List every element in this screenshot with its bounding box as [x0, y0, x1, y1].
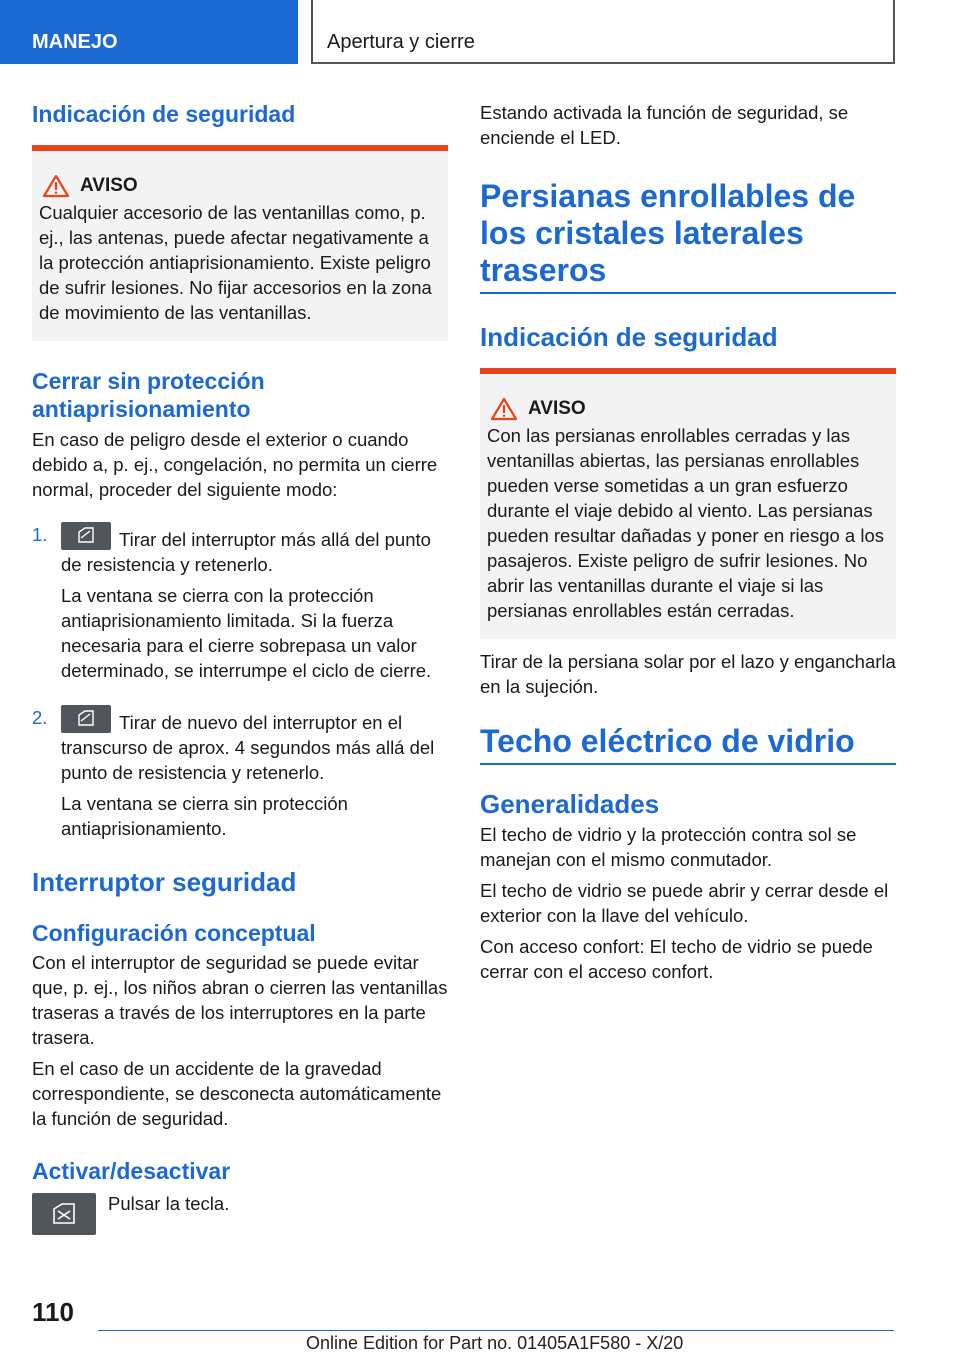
safety-heading-right: Indicación de seguridad [480, 322, 778, 352]
concept-paragraph-2: En el caso de un accidente de la gravedad correspondiente, se desconecta automáticamente la función de seguridad. [32, 1058, 442, 1129]
header-chapter-title: Apertura y cierre [311, 0, 895, 64]
toggle-row [32, 1191, 448, 1241]
general-heading: Generalidades [480, 789, 660, 819]
warning-header [487, 396, 888, 422]
concept-heading: Configuración conceptual [32, 920, 316, 946]
child-lock-button-icon [32, 1193, 96, 1235]
blind-instructions: Tirar de la persiana solar por el lazo y engancharla en la sujeción. [480, 651, 896, 697]
footer-edition: Online Edition for Part no. 01405A1F580 - X/20 [306, 1333, 684, 1353]
blinds-heading: Persianas enrollables de los cristales laterales traseros [480, 178, 896, 294]
step-result: La ventana se cierra con la protección antiaprisionamiento limitada. Si la fuerza necesaria para el cierre sobrepasa un valor determinado, se interrumpe el ciclo de cierre. [61, 585, 432, 681]
page-number: 110 [32, 1297, 74, 1327]
step-text: Tirar de nuevo del interruptor en el transcurso de aprox. 4 segundos más allá del punto de resistencia y retenerlo. [61, 712, 435, 783]
step-2 [32, 705, 448, 841]
step-number: 2. [32, 707, 48, 728]
window-switch-icon [61, 705, 111, 733]
led-text: Estando activada la función de seguridad, se enciende el LED. [480, 102, 849, 148]
step-number: 1. [32, 524, 48, 545]
safety-heading-left: Indicación de seguridad [32, 101, 296, 127]
concept-paragraph-1: Con el interruptor de seguridad se puede evitar que, p. ej., los niños abran o cierren las ventanillas traseras a través de los interruptores en la parte trasera. [32, 952, 448, 1048]
left-column [32, 100, 448, 1241]
switch-heading: Interruptor seguridad [32, 867, 297, 897]
warning-label: AVISO [80, 175, 138, 196]
warning-header [39, 173, 440, 199]
warning-triangle-icon [490, 397, 518, 421]
window-switch-icon [61, 522, 111, 550]
general-paragraph-3: Con acceso confort: El techo de vidrio se puede cerrar con el acceso confort. [480, 936, 873, 982]
right-column [480, 100, 896, 984]
roof-heading: Techo eléctrico de vidrio [480, 723, 896, 765]
warning-text: Con las persianas enrollables cerradas y las ventanillas abiertas, las persianas enrollables pueden verse sometidas a un gran esfuerzo durante el viaje debido al viento. Las persianas pueden resultar dañadas y poner en riesgo a los pasajeros. Existe peligro de sufrir lesiones. No abrir las ventanillas durante el viaje si las persianas enrollables están cerradas. [487, 425, 884, 621]
header-section-tab: MANEJO [0, 0, 298, 64]
step-text: Tirar del interruptor más allá del punto de resistencia y retenerlo. [61, 529, 431, 575]
warning-triangle-icon [42, 174, 70, 198]
warning-text: Cualquier accesorio de las ventanillas como, p. ej., las antenas, puede afectar negativamente a la protección antiaprisionamiento. Existe peligro de sufrir lesiones. No fijar accesorios en la zona de movimiento de las ventanillas. [39, 202, 432, 323]
close-intro: En caso de peligro desde el exterior o cuando debido a, p. ej., congelación, no permita un cierre normal, proceder del siguiente modo: [32, 429, 438, 500]
warning-label: AVISO [528, 398, 586, 419]
toggle-heading: Activar/desactivar [32, 1158, 231, 1184]
close-heading: Cerrar sin protección antiaprisionamiento [32, 368, 265, 422]
general-paragraph-1: El techo de vidrio y la protección contra sol se manejan con el mismo conmutador. [480, 824, 857, 870]
step-result: La ventana se cierra sin protección antiaprisionamiento. [61, 793, 348, 839]
warning-box-windows [32, 145, 448, 341]
general-paragraph-2: El techo de vidrio se puede abrir y cerrar desde el exterior con la llave del vehículo. [480, 880, 889, 926]
step-1 [32, 522, 448, 683]
toggle-text: Pulsar la tecla. [108, 1193, 230, 1214]
footer-divider [98, 1330, 894, 1331]
warning-box-blinds [480, 368, 896, 639]
